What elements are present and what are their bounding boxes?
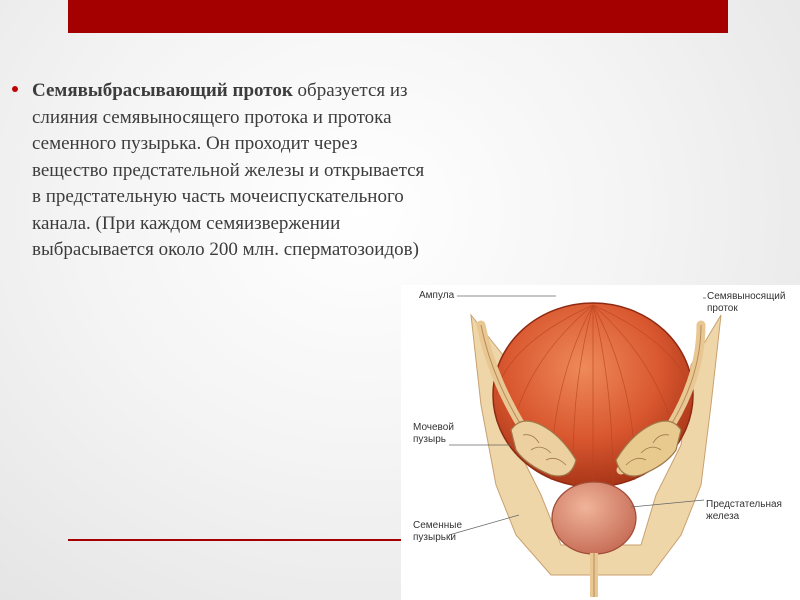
main-paragraph <box>32 78 432 264</box>
paragraph-term: Семявыбрасывающий проток <box>32 80 293 101</box>
prostate-shape <box>552 482 636 554</box>
label-vas-deferens: Семявыносящий проток <box>707 291 786 314</box>
label-bladder: Мочевой пузырь <box>413 422 454 445</box>
label-prostate: Предстательная железа <box>706 499 782 522</box>
bottom-accent-line <box>68 539 403 541</box>
text-block <box>12 78 425 264</box>
anatomy-figure <box>401 285 800 600</box>
top-accent-bar <box>68 0 728 33</box>
label-ampulla: Ампула <box>419 290 455 301</box>
bullet-point <box>12 86 18 92</box>
label-seminal-vesicles: Семенные пузырьки <box>413 520 463 543</box>
paragraph-text: образуется из слияния семявыносящего протока и протока семенного пузырька. Он проходит через вещество предстательной железы и открывается в предстательную часть мочеиспускательного канала. (При каждом семяизвержении выбрасывается около 200 млн. сперматозоидов) <box>32 80 425 260</box>
